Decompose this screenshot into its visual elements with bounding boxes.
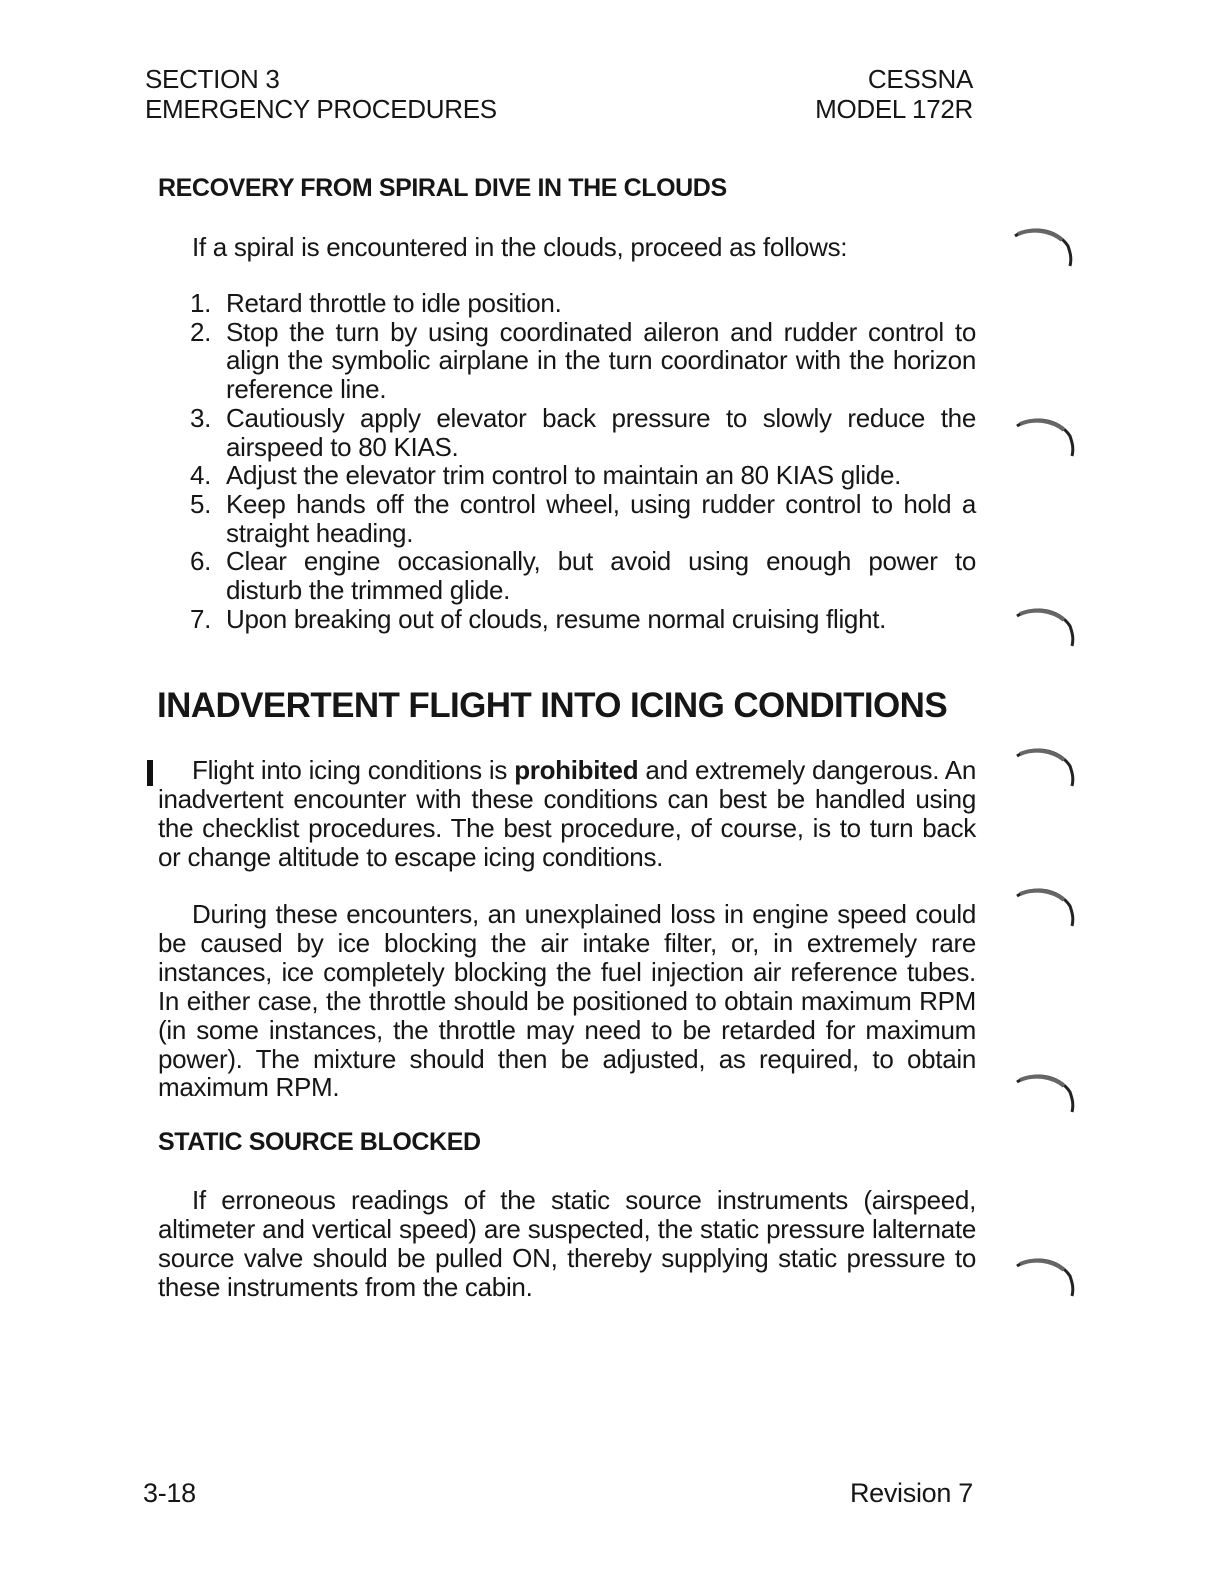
revision-label: Revision 7	[849, 1478, 973, 1508]
step-text: Clear engine occasionally, but avoid using enough power to disturb the trimmed glide.	[226, 546, 976, 606]
step-text: Keep hands off the control wheel, using rudder control to hold a straight heading.	[226, 488, 976, 548]
step-number: 3.	[190, 402, 212, 433]
list-item	[190, 289, 976, 318]
binder-hole-mark-icon	[1014, 882, 1078, 930]
binder-hole-mark-icon	[1014, 742, 1078, 790]
manufacturer: CESSNA	[867, 64, 973, 94]
running-header-right	[815, 64, 973, 124]
step-number: 5.	[190, 488, 212, 519]
spiral-steps-list	[190, 289, 976, 633]
list-item	[190, 490, 976, 547]
icing-paragraph-1	[158, 756, 976, 872]
static-source-paragraph: If erroneous readings of the static source instruments (airspeed, altimeter and vertical speed) are suspected, the static pressure lalternate source valve should be pulled ON, thereby supplying static pressure to these instruments from the cabin.	[158, 1185, 976, 1302]
step-number: 6.	[190, 546, 212, 577]
step-number: 4.	[190, 460, 212, 491]
page-number: 3-18	[143, 1478, 196, 1508]
section-title: EMERGENCY PROCEDURES	[145, 94, 497, 124]
binder-hole-mark-icon	[1014, 1068, 1078, 1116]
list-item	[190, 461, 976, 490]
running-header-left	[145, 64, 497, 124]
list-item	[190, 547, 976, 604]
revision-change-bar	[147, 760, 153, 786]
icing-p1-text-b: and extremely dangerous. An inadvertent encounter with these conditions can best be handled using the checklist procedures. The best procedure, of course, is to turn back or change altitude to escape icing conditions.	[158, 755, 976, 872]
prohibited-emphasis: prohibited	[514, 755, 639, 785]
step-number: 7.	[190, 603, 212, 634]
step-text: Upon breaking out of clouds, resume normal cruising flight.	[226, 603, 887, 634]
spiral-intro: If a spiral is encountered in the clouds, proceed as follows:	[192, 232, 848, 262]
step-text: Cautiously apply elevator back pressure to slowly reduce the airspeed to 80 KIAS.	[226, 402, 976, 462]
step-number: 2.	[190, 316, 212, 347]
binder-hole-mark-icon	[1014, 602, 1078, 650]
step-text: Retard throttle to idle position.	[226, 288, 562, 318]
step-number: 1.	[190, 288, 212, 318]
static-source-heading: STATIC SOURCE BLOCKED	[158, 1128, 481, 1156]
aircraft-model: MODEL 172R	[815, 94, 973, 124]
list-item	[190, 605, 976, 634]
step-text: Stop the turn by using coordinated aileron and rudder control to align the symbolic airplane in the turn coordinator with the horizon reference line.	[226, 316, 976, 405]
icing-heading: INADVERTENT FLIGHT INTO ICING CONDITIONS	[157, 686, 948, 725]
section-number: SECTION 3	[145, 64, 280, 94]
binder-hole-mark-icon	[1014, 1252, 1078, 1300]
binder-hole-mark-icon	[1014, 412, 1078, 460]
list-item	[190, 318, 976, 404]
icing-paragraph-2: During these encounters, an unexplained loss in engine speed could be caused by ice blocking the air intake filter, or, in extremely rare instances, ice completely blocking the fuel injection air reference tubes. In either case, the throttle should be positioned to obtain maximum RPM (in some instances, the throttle may need to be retarded for maximum power). The mixture should then be adjusted, as required, to obtain maximum RPM.	[158, 899, 976, 1103]
list-item	[190, 404, 976, 461]
binder-hole-mark-icon	[1012, 222, 1076, 270]
step-text: Adjust the elevator trim control to maintain an 80 KIAS glide.	[226, 460, 902, 491]
icing-p1-text-a: Flight into icing conditions is	[192, 755, 515, 785]
spiral-dive-heading: RECOVERY FROM SPIRAL DIVE IN THE CLOUDS	[158, 174, 727, 202]
